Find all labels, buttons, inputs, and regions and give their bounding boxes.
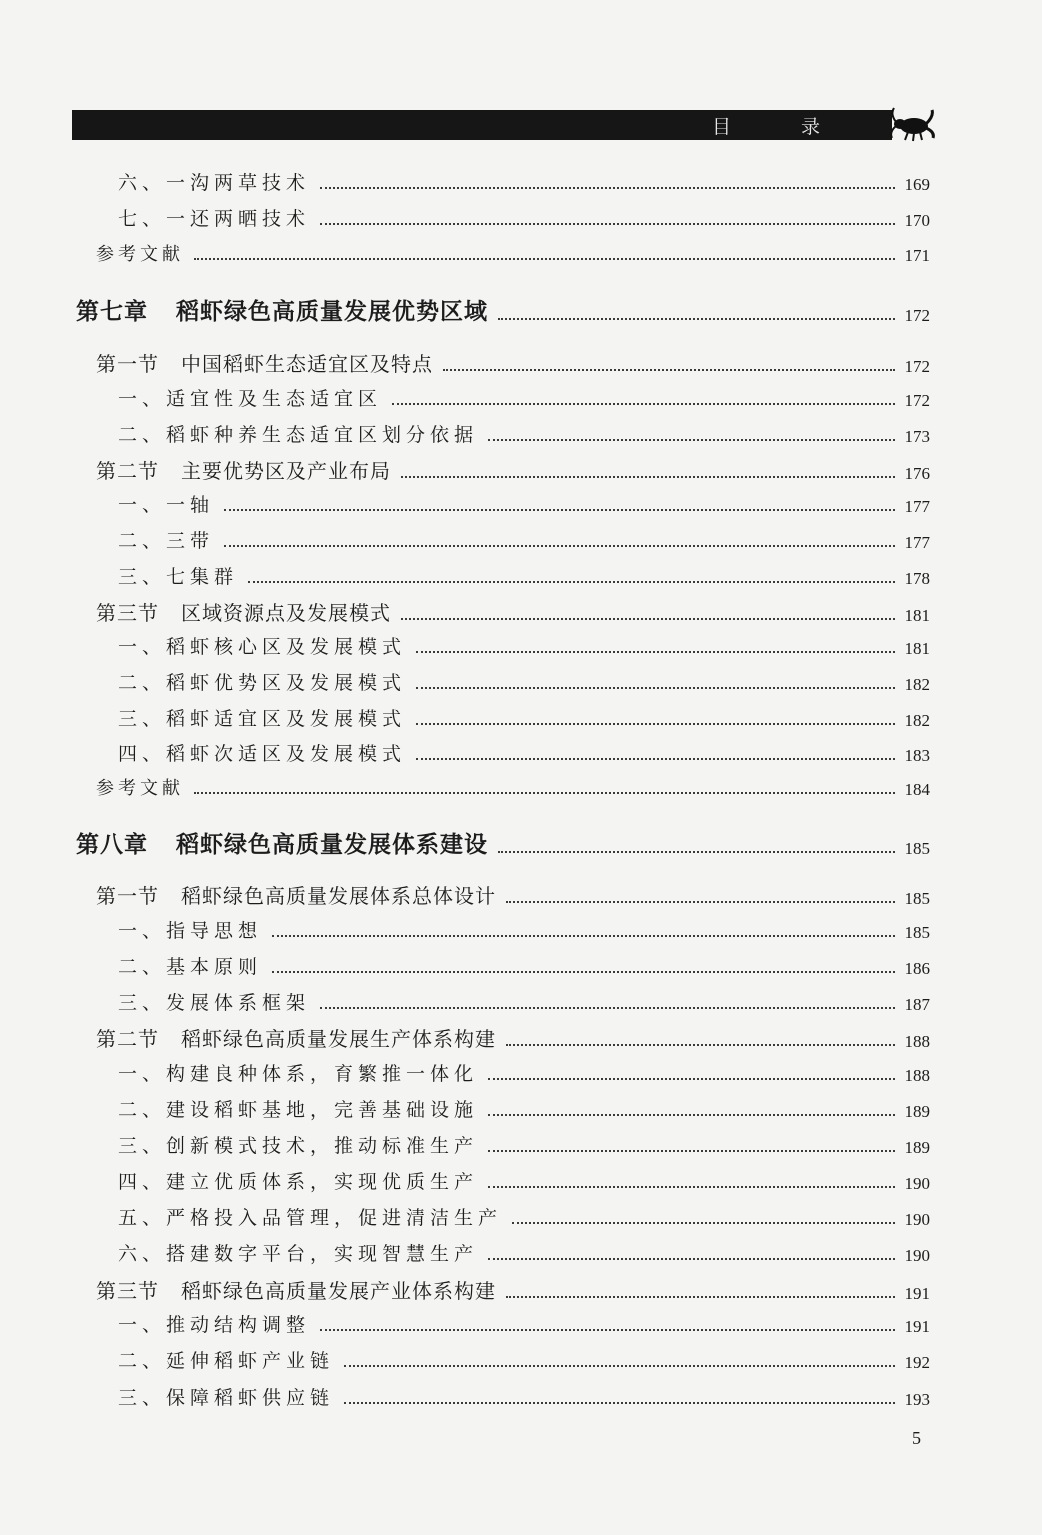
toc-entry-chapter	[76, 293, 930, 326]
toc-entry-number: 第八章	[76, 832, 148, 858]
dot-leader	[272, 935, 894, 937]
toc-entry-title: 二、延伸稻虾产业链	[118, 1350, 335, 1372]
toc-entry-title: 三、稻虾适宜区及发展模式	[118, 708, 407, 730]
toc-entry-label	[118, 739, 406, 766]
dot-leader	[488, 1078, 894, 1080]
toc-entry-page: 189	[904, 1102, 930, 1121]
toc-entry-label	[118, 1383, 334, 1410]
toc-entry-item	[118, 526, 930, 553]
toc-entry-page: 169	[904, 175, 930, 194]
toc-entry-title: 四、稻虾次适区及发展模式	[118, 743, 407, 765]
toc-entry-section	[96, 348, 930, 377]
dot-leader	[506, 901, 895, 903]
toc-entry-title: 中国稻虾生态适宜区及特点	[181, 352, 433, 376]
toc-entry-label	[96, 1023, 496, 1052]
toc-entry-label	[118, 1095, 478, 1122]
toc-entry-label	[118, 384, 382, 411]
toc-entry-label	[76, 826, 488, 859]
toc-entry-section	[96, 880, 930, 909]
dot-leader	[344, 1365, 894, 1367]
toc-entry-title: 稻虾绿色高质量发展体系总体设计	[181, 884, 496, 908]
toc-entry-item	[118, 916, 930, 943]
toc-entry-page: 182	[904, 711, 930, 730]
dot-leader	[416, 651, 894, 653]
toc-entry-title: 参考文献	[96, 778, 184, 799]
dot-leader	[320, 187, 894, 189]
toc-entry-page: 172	[904, 306, 930, 325]
toc-entry-title: 四、建立优质体系，实现优质生产	[118, 1171, 479, 1193]
dot-leader	[416, 723, 894, 725]
toc-entry-label	[96, 1275, 496, 1304]
dot-leader	[488, 1150, 894, 1152]
toc-entry-page: 172	[904, 357, 930, 376]
dot-leader	[320, 1007, 894, 1009]
toc-entry-label	[96, 880, 496, 909]
toc-entry-page: 193	[904, 1390, 930, 1409]
dot-leader	[344, 1402, 894, 1404]
toc-entry-label	[76, 293, 488, 326]
toc-entry-item	[118, 1203, 930, 1230]
toc-entry-page: 185	[904, 839, 930, 858]
toc-entry-item	[118, 1346, 930, 1373]
dot-leader	[498, 851, 895, 853]
toc-entry-label	[96, 240, 184, 266]
toc-entry-number: 第一节	[96, 884, 159, 908]
dot-leader	[401, 618, 895, 620]
toc-entry-title: 二、稻虾种养生态适宜区划分依据	[118, 424, 479, 446]
toc-entry-title: 三、保障稻虾供应链	[118, 1387, 335, 1409]
toc-entry-page: 177	[904, 533, 930, 552]
toc-entry-label	[118, 1310, 310, 1337]
toc-entry-label	[118, 1203, 502, 1230]
dot-leader	[392, 403, 894, 405]
toc-entry-item	[118, 1167, 930, 1194]
page-number: 5	[912, 1428, 921, 1448]
toc-entry-title: 三、发展体系框架	[118, 992, 311, 1014]
toc-entry-number: 第一节	[96, 352, 159, 376]
toc-entry-item	[118, 668, 930, 695]
toc-entry-label	[96, 455, 391, 484]
toc-entry-item	[118, 988, 930, 1015]
dot-leader	[506, 1044, 895, 1046]
toc-entry-title: 稻虾绿色高质量发展优势区域	[176, 299, 488, 325]
toc-entry-item	[118, 1239, 930, 1266]
toc-entry-title: 一、一轴	[118, 494, 215, 516]
toc-entry-item	[118, 168, 930, 195]
toc-entry-title: 一、推动结构调整	[118, 1314, 311, 1336]
toc-entry-page: 171	[904, 246, 930, 265]
toc-entry-item	[118, 420, 930, 447]
toc-entry-section	[96, 597, 930, 626]
toc-entry-label	[96, 774, 184, 800]
toc-entry-page: 170	[904, 211, 930, 230]
toc-entry-label	[118, 988, 310, 1015]
dot-leader	[401, 476, 895, 478]
toc-entry-label	[118, 1239, 478, 1266]
toc-entry-section	[96, 1275, 930, 1304]
toc-entry-title: 三、七集群	[118, 566, 239, 588]
dot-leader	[224, 509, 894, 511]
toc-entry-page: 189	[904, 1138, 930, 1157]
toc-entry-page: 190	[904, 1210, 930, 1229]
toc-entry-item	[118, 1131, 930, 1158]
toc-entry-page: 182	[904, 675, 930, 694]
toc-entry-title: 一、稻虾核心区及发展模式	[118, 636, 407, 658]
toc-entry-label	[96, 348, 433, 377]
toc-entry-title: 一、适宜性及生态适宜区	[118, 388, 383, 410]
toc-entry-title: 二、三带	[118, 530, 215, 552]
toc-entry-label	[118, 1167, 478, 1194]
toc-entry-item	[118, 1310, 930, 1337]
toc-entry-page: 188	[904, 1066, 930, 1085]
dot-leader	[416, 687, 894, 689]
dot-leader	[506, 1296, 895, 1298]
toc-entry-label	[96, 597, 391, 626]
dot-leader	[488, 1258, 894, 1260]
dot-leader	[443, 369, 895, 371]
toc-entry-page: 173	[904, 427, 930, 446]
toc-entry-page: 172	[904, 391, 930, 410]
header-title: 目 录	[711, 116, 852, 138]
toc-entry-ref	[96, 774, 930, 800]
dot-leader	[320, 1329, 894, 1331]
toc-entry-page: 192	[904, 1353, 930, 1372]
toc-entry-label	[118, 704, 406, 731]
toc-entry-number: 第二节	[96, 459, 159, 483]
toc-entry-number: 第三节	[96, 601, 159, 625]
toc-entry-label	[118, 952, 262, 979]
toc-entry-label	[118, 632, 406, 659]
toc-entry-item	[118, 739, 930, 766]
toc-entry-number: 第二节	[96, 1027, 159, 1051]
dot-leader	[512, 1222, 894, 1224]
toc-entry-page: 177	[904, 497, 930, 516]
toc-entry-chapter	[76, 826, 930, 859]
toc-entry-page: 178	[904, 569, 930, 588]
dot-leader	[416, 758, 894, 760]
dot-leader	[194, 258, 895, 260]
toc-entry-page: 188	[904, 1032, 930, 1051]
toc-entry-title: 六、搭建数字平台，实现智慧生产	[118, 1243, 479, 1265]
toc-entry-item	[118, 204, 930, 231]
toc-entry-page: 186	[904, 959, 930, 978]
toc-entry-title: 稻虾绿色高质量发展生产体系构建	[181, 1027, 496, 1051]
toc-entry-item	[118, 490, 930, 517]
toc-entry-page: 190	[904, 1246, 930, 1265]
toc-entry-page: 176	[904, 464, 930, 483]
toc-entry-title: 二、基本原则	[118, 956, 263, 978]
toc-entry-label	[118, 168, 310, 195]
toc-entry-title: 稻虾绿色高质量发展产业体系构建	[181, 1279, 496, 1303]
toc-entry-page: 191	[904, 1317, 930, 1336]
toc-entry-title: 二、稻虾优势区及发展模式	[118, 672, 407, 694]
toc-entry-section	[96, 455, 930, 484]
toc-entry-title: 主要优势区及产业布局	[181, 459, 391, 483]
toc-entry-number: 第七章	[76, 299, 148, 325]
toc-entry-title: 七、一还两晒技术	[118, 208, 311, 230]
toc-entry-title: 三、创新模式技术，推动标准生产	[118, 1135, 479, 1157]
toc-entry-item	[118, 704, 930, 731]
dot-leader	[224, 545, 894, 547]
toc-entry-label	[118, 526, 214, 553]
toc-entry-title: 参考文献	[96, 244, 184, 265]
toc-entry-page: 181	[904, 606, 930, 625]
toc-entry-item	[118, 384, 930, 411]
dot-leader	[488, 1114, 894, 1116]
toc-entry-page: 190	[904, 1174, 930, 1193]
toc-entry-title: 稻虾绿色高质量发展体系建设	[176, 832, 488, 858]
toc-entry-title: 区域资源点及发展模式	[181, 601, 391, 625]
toc-entry-page: 185	[904, 923, 930, 942]
toc-entry-page: 191	[904, 1284, 930, 1303]
toc-entry-page: 183	[904, 746, 930, 765]
toc-entry-label	[118, 668, 406, 695]
toc-entry-item	[118, 562, 930, 589]
toc-entry-item	[118, 952, 930, 979]
dot-leader	[488, 1186, 894, 1188]
dot-leader	[498, 318, 895, 320]
toc-entry-ref	[96, 240, 930, 266]
toc-entry-label	[118, 490, 214, 517]
dot-leader	[272, 971, 894, 973]
dot-leader	[320, 223, 894, 225]
toc-entry-label	[118, 1059, 478, 1086]
toc-entry-title: 一、指导思想	[118, 920, 263, 942]
toc-entry-item	[118, 1095, 930, 1122]
toc-entry-label	[118, 562, 238, 589]
toc-entry-label	[118, 1131, 478, 1158]
toc-entry-label	[118, 204, 310, 231]
toc-entry-label	[118, 1346, 334, 1373]
toc-entry-label	[118, 916, 262, 943]
toc-entry-page: 184	[904, 780, 930, 799]
toc-entry-page: 187	[904, 995, 930, 1014]
toc-entry-title: 六、一沟两草技术	[118, 172, 311, 194]
dot-leader	[194, 792, 895, 794]
toc-entry-label	[118, 420, 478, 447]
toc-entry-number: 第三节	[96, 1279, 159, 1303]
toc-entry-title: 一、构建良种体系，育繁推一体化	[118, 1063, 479, 1085]
dot-leader	[248, 581, 894, 583]
toc-entry-page: 181	[904, 639, 930, 658]
toc-entry-item	[118, 632, 930, 659]
toc-entry-section	[96, 1023, 930, 1052]
toc-entry-item	[118, 1383, 930, 1410]
toc-entry-page: 185	[904, 889, 930, 908]
toc-entry-title: 二、建设稻虾基地，完善基础设施	[118, 1099, 479, 1121]
dot-leader	[488, 439, 894, 441]
toc-entry-item	[118, 1059, 930, 1086]
toc-entry-title: 五、严格投入品管理，促进清洁生产	[118, 1207, 503, 1229]
